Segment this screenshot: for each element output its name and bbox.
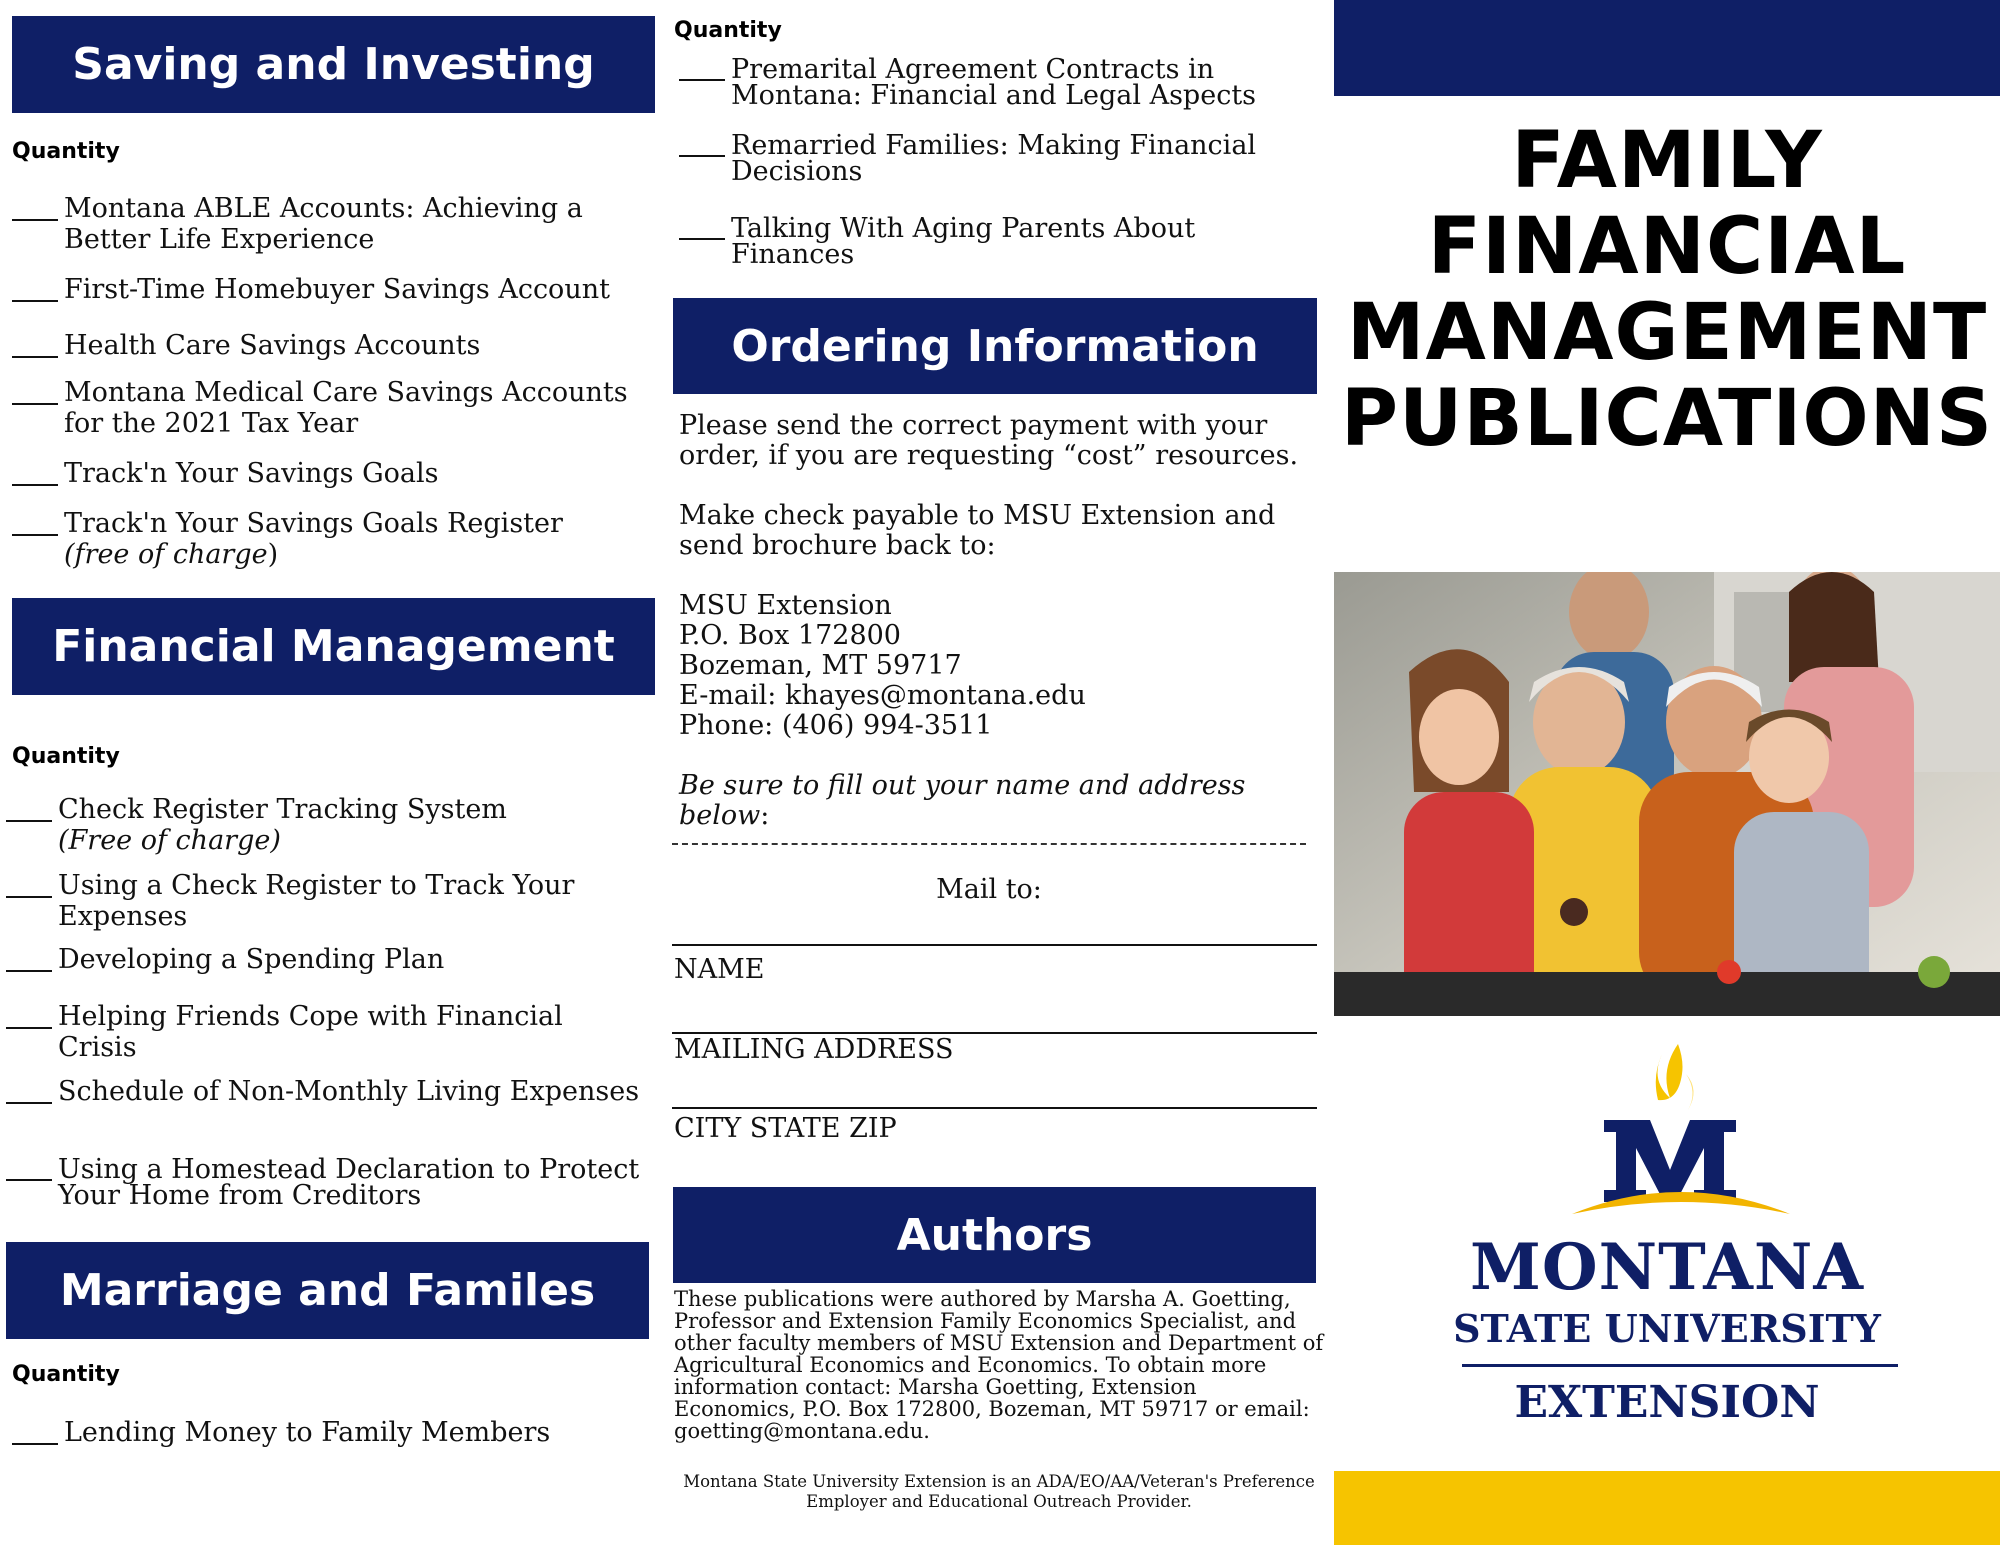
phone-text: Phone: (406) 994-3511 [679,710,993,741]
authors-header [673,1187,1316,1283]
marriage-families-header [6,1242,649,1339]
list-item: Track'n Your Savings Goals [10,458,439,489]
msu-logo-swoosh [1566,1180,1796,1220]
mailing-address-label: MAILING ADDRESS [674,1034,954,1065]
quantity-blank [12,1443,58,1445]
cut-line [672,843,1306,845]
logo-state-university: STATE UNIVERSITY [1453,1306,1881,1351]
name-field-line[interactable] [672,944,1317,946]
section-title: Saving and Investing [72,39,595,90]
ordering-instructions [679,411,1319,831]
mail-to-label: Mail to: [936,874,1042,905]
list-item: Using a Check Register to Track Your Expenses [4,870,574,932]
city-state-zip-label: CITY STATE ZIP [674,1113,897,1144]
quantity-blank [12,300,58,302]
email-text: E-mail: khayes@montana.edu [679,680,1086,711]
quantity-blank [679,155,725,157]
bottom-gold-bar [1334,1471,2000,1545]
fill-out-note: Be sure to fill out your name and address below: [679,770,1246,831]
quantity-blank [6,896,52,898]
quantity-blank [6,1027,52,1029]
list-item: Health Care Savings Accounts [10,330,480,361]
list-item: Developing a Spending Plan [4,944,444,975]
quantity-blank [6,1179,52,1181]
quantity-blank [12,484,58,486]
check-payable-note: Make check payable to MSU Extension and send brochure back to: [679,500,1276,561]
list-item: Track'n Your Savings Goals Register (free of charge) [10,508,563,570]
quantity-blank [6,970,52,972]
list-item: Premarital Agreement Contracts in Montana: Financial and Legal Aspects [677,57,1256,109]
list-item: Remarried Families: Making Financial Decisions [677,133,1256,185]
quantity-blank [6,820,52,822]
city-field-line[interactable] [672,1107,1317,1109]
list-item: Helping Friends Cope with Financial Crisis [4,1001,563,1063]
list-item: Using a Homestead Declaration to Protect Your Home from Creditors [4,1157,639,1209]
authors-paragraph: These publications were authored by Marsha A. Goetting, Professor and Extension Family Economics Specialist, and other faculty members of MSU Extension and Department of Agricultural Economics and Economics. To obtain more information contact: Marsha Goetting, Extension Economics, P.O. Box 172800, Bozeman, MT 59717 or email: goetting@montana.edu. [674,1287,1324,1443]
financial-management-header [12,598,655,695]
cover-title: FAMILY FINANCIAL MANAGEMENT PUBLICATIONS [1340,116,1994,464]
section-title: Financial Management [52,621,615,672]
list-item: Lending Money to Family Members [10,1417,550,1448]
list-item: First-Time Homebuyer Savings Account [10,274,610,305]
ordering-information-header [673,298,1317,394]
logo-montana: MONTANA [1469,1230,1865,1305]
gold-arc-icon [1566,1180,1796,1220]
quantity-blank [12,403,58,405]
quantity-label: Quantity [12,1362,120,1387]
logo-extension: EXTENSION [1514,1377,1820,1428]
section-title: Ordering Information [731,320,1259,372]
disclaimer-text: Montana State University Extension is an ADA/EO/AA/Veteran's Preference Employer and Educational Outreach Provider. [683,1472,1315,1511]
mailing-address-block: MSU Extension P.O. Box 172800 Bozeman, MT 59717 E-mail: khayes@montana.edu Phone: (406) 994-3511 [679,591,1319,741]
family-photo-illustration [1334,572,2000,1016]
quantity-label: Quantity [12,744,120,769]
family-photo [1334,572,2000,1016]
payment-note: Please send the correct payment with your order, if you are requesting “cost” resources. [679,410,1299,471]
section-title: Authors [896,1209,1093,1261]
saving-investing-header [12,16,655,113]
list-item: Check Register Tracking System (Free of charge) [4,794,507,856]
logo-divider [1462,1364,1898,1367]
list-item: Talking With Aging Parents About Finances [677,216,1195,268]
quantity-blank [6,1102,52,1104]
list-item: Montana Medical Care Savings Accounts for the 2021 Tax Year [10,377,628,439]
quantity-blank [12,219,58,221]
quantity-label: Quantity [12,139,120,164]
quantity-blank [12,534,58,536]
list-item: Schedule of Non-Monthly Living Expenses [4,1076,639,1107]
quantity-blank [679,79,725,81]
section-title: Marriage and Familes [59,1265,596,1316]
quantity-label: Quantity [674,18,782,43]
name-label: NAME [674,954,765,985]
list-item: Montana ABLE Accounts: Achieving a Better Life Experience [10,193,583,255]
quantity-blank [12,356,58,358]
top-navy-bar [1334,0,2000,96]
quantity-blank [679,238,725,240]
